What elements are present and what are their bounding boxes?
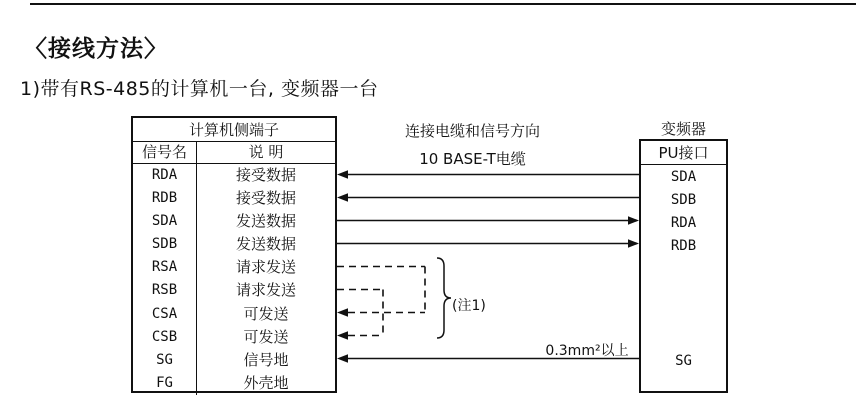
signal-desc: 接受数据 bbox=[235, 166, 296, 184]
page-title: 〈接线方法〉 bbox=[24, 36, 168, 62]
signal-desc: 发送数据 bbox=[235, 235, 296, 254]
inverter-title: 变频器 bbox=[660, 120, 706, 138]
signal-name: SDA bbox=[133, 210, 197, 233]
signal-name: RDA bbox=[133, 164, 197, 187]
signal-desc: 信号地 bbox=[243, 350, 289, 369]
signal-name: CSB bbox=[133, 326, 197, 349]
desc-column-header: 说 明 bbox=[248, 143, 284, 161]
signal-desc: 请求发送 bbox=[235, 258, 296, 277]
table-row bbox=[133, 326, 335, 349]
table-row bbox=[133, 372, 335, 395]
signal-column-header: 信号名 bbox=[133, 142, 197, 163]
signal-desc: 请求发送 bbox=[235, 281, 296, 300]
inverter-box bbox=[639, 139, 728, 393]
cable-type-label: 10 BASE-T电缆 bbox=[419, 150, 526, 168]
signal-name: CSA bbox=[133, 303, 197, 326]
signal-desc: 可发送 bbox=[243, 304, 289, 323]
signal-name: SDB bbox=[133, 233, 197, 256]
signal-desc: 发送数据 bbox=[235, 212, 296, 231]
note1-label: (注1) bbox=[452, 298, 486, 314]
computer-table-title: 计算机侧端子 bbox=[133, 118, 335, 142]
signal-desc: 可发送 bbox=[243, 327, 289, 346]
pu-port-header: PU接口 bbox=[641, 141, 726, 165]
table-row bbox=[133, 256, 335, 279]
table-row bbox=[133, 210, 335, 233]
top-divider bbox=[30, 3, 856, 5]
computer-terminal-table bbox=[131, 116, 337, 393]
table-row bbox=[133, 164, 335, 187]
inverter-pin: SDA bbox=[670, 169, 697, 185]
signal-desc: 接受数据 bbox=[235, 189, 296, 208]
signal-name: RDB bbox=[133, 187, 197, 210]
signal-desc: 外壳地 bbox=[243, 373, 289, 392]
cable-direction-header: 连接电缆和信号方向 bbox=[404, 122, 540, 140]
table-row bbox=[133, 303, 335, 326]
table-row bbox=[133, 349, 335, 372]
table-row bbox=[133, 279, 335, 302]
note-brace bbox=[437, 258, 451, 338]
signal-name: FG bbox=[133, 372, 197, 395]
inverter-pin-sg: SG bbox=[675, 353, 692, 369]
table-row bbox=[133, 187, 335, 210]
signal-name: SG bbox=[133, 349, 197, 372]
computer-table-header-row bbox=[133, 142, 335, 164]
signal-name: RSB bbox=[133, 279, 197, 302]
signal-name: RSA bbox=[133, 256, 197, 279]
table-row bbox=[133, 233, 335, 256]
page-subtitle: 1)带有RS-485的计算机一台, 变频器一台 bbox=[20, 78, 379, 100]
inverter-pin: SDB bbox=[670, 192, 697, 208]
wire-gauge-label: 0.3mm²以上 bbox=[545, 343, 629, 359]
inverter-pin: RDA bbox=[670, 215, 697, 231]
inverter-pin: RDB bbox=[670, 238, 697, 254]
